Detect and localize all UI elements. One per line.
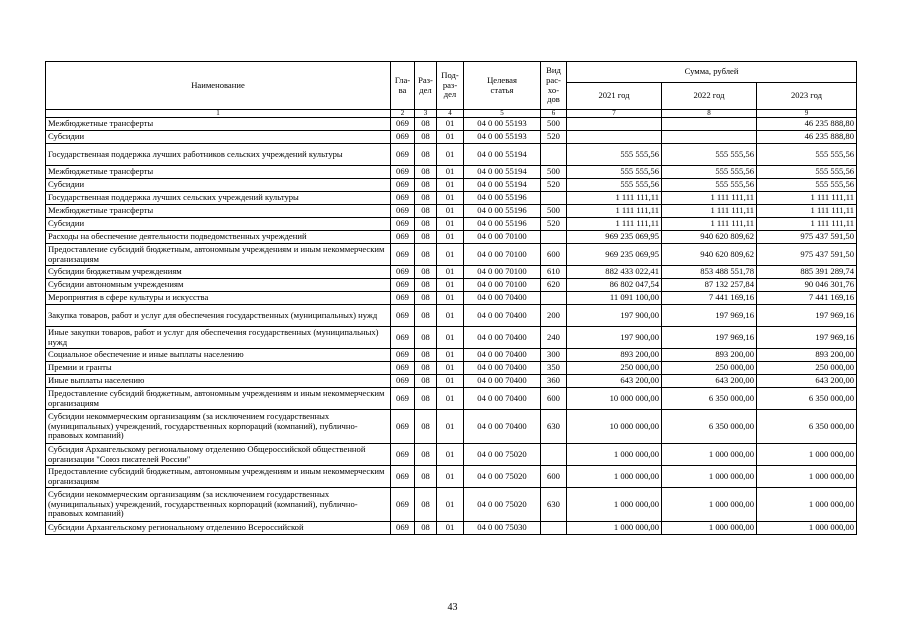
column-number: 4 <box>437 110 464 118</box>
row-razdel-cell: 08 <box>415 218 437 231</box>
row-sum-2021-cell: 969 235 069,95 <box>567 244 662 266</box>
row-expense-type-cell: 600 <box>541 466 567 488</box>
row-target-article-cell: 04 0 00 75020 <box>464 488 541 522</box>
row-podrazdel-cell: 01 <box>437 218 464 231</box>
row-sum-2022-cell <box>662 118 757 131</box>
row-sum-2022-cell: 197 969,16 <box>662 327 757 349</box>
row-sum-2022-cell: 1 111 111,11 <box>662 192 757 205</box>
table-row <box>46 244 857 266</box>
row-glava-cell: 069 <box>391 192 415 205</box>
row-sum-2023-cell: 975 437 591,50 <box>757 231 857 244</box>
row-sum-2022-cell <box>662 131 757 144</box>
row-razdel-cell: 08 <box>415 279 437 292</box>
row-target-article-cell: 04 0 00 75020 <box>464 444 541 466</box>
row-sum-2022-cell: 940 620 809,62 <box>662 244 757 266</box>
row-razdel-cell: 08 <box>415 231 437 244</box>
row-sum-2023-cell: 1 111 111,11 <box>757 218 857 231</box>
row-razdel-cell: 08 <box>415 292 437 305</box>
row-target-article-cell: 04 0 00 55194 <box>464 144 541 166</box>
column-numbers-row <box>46 110 857 118</box>
row-sum-2023-cell: 975 437 591,50 <box>757 244 857 266</box>
row-sum-2022-cell: 555 555,56 <box>662 179 757 192</box>
budget-table <box>45 61 857 535</box>
row-sum-2021-cell: 1 000 000,00 <box>567 488 662 522</box>
row-podrazdel-cell: 01 <box>437 388 464 410</box>
row-glava-cell: 069 <box>391 362 415 375</box>
row-sum-2023-cell: 6 350 000,00 <box>757 388 857 410</box>
row-sum-2023-cell: 1 111 111,11 <box>757 192 857 205</box>
header-year-2023: 2023 год <box>757 83 857 110</box>
row-glava-cell: 069 <box>391 522 415 535</box>
row-sum-2022-cell: 940 620 809,62 <box>662 231 757 244</box>
table-row <box>46 231 857 244</box>
row-target-article-cell: 04 0 00 55194 <box>464 179 541 192</box>
row-sum-2021-cell: 197 900,00 <box>567 327 662 349</box>
row-sum-2023-cell: 197 969,16 <box>757 305 857 327</box>
row-glava-cell: 069 <box>391 131 415 144</box>
row-target-article-cell: 04 0 00 55196 <box>464 218 541 231</box>
row-glava-cell: 069 <box>391 218 415 231</box>
row-name-cell: Предоставление субсидий бюджетным, автономным учреждениям и иным некоммерческим организациям <box>46 388 391 410</box>
row-sum-2022-cell: 643 200,00 <box>662 375 757 388</box>
row-name-cell: Межбюджетные трансферты <box>46 166 391 179</box>
row-expense-type-cell: 600 <box>541 388 567 410</box>
row-name-cell: Субсидии бюджетным учреждениям <box>46 266 391 279</box>
row-podrazdel-cell: 01 <box>437 444 464 466</box>
table-row <box>46 218 857 231</box>
table-row <box>46 192 857 205</box>
row-target-article-cell: 04 0 00 55194 <box>464 166 541 179</box>
row-expense-type-cell: 360 <box>541 375 567 388</box>
row-name-cell: Субсидии <box>46 218 391 231</box>
row-razdel-cell: 08 <box>415 266 437 279</box>
table-row <box>46 179 857 192</box>
row-glava-cell: 069 <box>391 388 415 410</box>
row-glava-cell: 069 <box>391 179 415 192</box>
row-razdel-cell: 08 <box>415 144 437 166</box>
column-number: 8 <box>662 110 757 118</box>
row-razdel-cell: 08 <box>415 522 437 535</box>
row-expense-type-cell: 630 <box>541 488 567 522</box>
row-glava-cell: 069 <box>391 266 415 279</box>
row-sum-2022-cell: 1 000 000,00 <box>662 522 757 535</box>
row-target-article-cell: 04 0 00 70400 <box>464 305 541 327</box>
row-expense-type-cell: 240 <box>541 327 567 349</box>
table-row <box>46 488 857 522</box>
row-name-cell: Иные закупки товаров, работ и услуг для обеспечения государственных (муниципальных) нужд <box>46 327 391 349</box>
row-target-article-cell: 04 0 00 70400 <box>464 388 541 410</box>
row-name-cell: Субсидии Архангельскому региональному отделению Всероссийской <box>46 522 391 535</box>
row-name-cell: Государственная поддержка лучших сельских учреждений культуры <box>46 192 391 205</box>
table-row <box>46 522 857 535</box>
row-sum-2023-cell: 1 000 000,00 <box>757 444 857 466</box>
row-sum-2022-cell: 7 441 169,16 <box>662 292 757 305</box>
row-sum-2021-cell: 1 111 111,11 <box>567 218 662 231</box>
row-sum-2021-cell: 11 091 100,00 <box>567 292 662 305</box>
row-name-cell: Межбюджетные трансферты <box>46 118 391 131</box>
row-sum-2023-cell: 1 000 000,00 <box>757 488 857 522</box>
row-sum-2021-cell: 10 000 000,00 <box>567 388 662 410</box>
row-name-cell: Иные выплаты населению <box>46 375 391 388</box>
table-body <box>46 118 857 535</box>
header-year-2021: 2021 год <box>567 83 662 110</box>
row-podrazdel-cell: 01 <box>437 466 464 488</box>
row-sum-2022-cell: 87 132 257,84 <box>662 279 757 292</box>
row-glava-cell: 069 <box>391 305 415 327</box>
row-razdel-cell: 08 <box>415 466 437 488</box>
row-expense-type-cell: 520 <box>541 179 567 192</box>
row-razdel-cell: 08 <box>415 166 437 179</box>
row-sum-2021-cell <box>567 118 662 131</box>
row-name-cell: Субсидии некоммерческим организациям (за исключением государственных (муниципальных) учреждений, государственных корпораций (компаний), публично-правовых компаний) <box>46 488 391 522</box>
row-target-article-cell: 04 0 00 55196 <box>464 205 541 218</box>
row-sum-2022-cell: 555 555,56 <box>662 166 757 179</box>
table-row <box>46 362 857 375</box>
row-glava-cell: 069 <box>391 144 415 166</box>
row-sum-2021-cell: 555 555,56 <box>567 179 662 192</box>
row-sum-2023-cell: 46 235 888,80 <box>757 118 857 131</box>
row-sum-2022-cell: 1 000 000,00 <box>662 488 757 522</box>
row-name-cell: Субсидии <box>46 179 391 192</box>
row-target-article-cell: 04 0 00 55196 <box>464 192 541 205</box>
row-sum-2021-cell: 1 000 000,00 <box>567 444 662 466</box>
row-target-article-cell: 04 0 00 70400 <box>464 410 541 444</box>
row-razdel-cell: 08 <box>415 349 437 362</box>
row-name-cell: Межбюджетные трансферты <box>46 205 391 218</box>
row-podrazdel-cell: 01 <box>437 118 464 131</box>
row-name-cell: Премии и гранты <box>46 362 391 375</box>
header-name: Наименование <box>46 62 391 110</box>
column-number: 7 <box>567 110 662 118</box>
row-podrazdel-cell: 01 <box>437 410 464 444</box>
row-sum-2021-cell: 10 000 000,00 <box>567 410 662 444</box>
column-number: 9 <box>757 110 857 118</box>
row-podrazdel-cell: 01 <box>437 349 464 362</box>
row-sum-2023-cell: 555 555,56 <box>757 179 857 192</box>
header-target-article: Целевая статья <box>464 62 541 110</box>
row-podrazdel-cell: 01 <box>437 205 464 218</box>
row-target-article-cell: 04 0 00 70100 <box>464 279 541 292</box>
header-year-2022: 2022 год <box>662 83 757 110</box>
row-sum-2023-cell: 6 350 000,00 <box>757 410 857 444</box>
row-glava-cell: 069 <box>391 166 415 179</box>
row-glava-cell: 069 <box>391 244 415 266</box>
row-podrazdel-cell: 01 <box>437 231 464 244</box>
row-expense-type-cell: 500 <box>541 166 567 179</box>
row-podrazdel-cell: 01 <box>437 362 464 375</box>
row-razdel-cell: 08 <box>415 375 437 388</box>
row-glava-cell: 069 <box>391 231 415 244</box>
row-target-article-cell: 04 0 00 70400 <box>464 375 541 388</box>
row-sum-2022-cell: 853 488 551,78 <box>662 266 757 279</box>
row-target-article-cell: 04 0 00 70100 <box>464 266 541 279</box>
row-sum-2021-cell: 86 802 047,54 <box>567 279 662 292</box>
page-number: 43 <box>447 602 458 613</box>
row-sum-2021-cell: 882 433 022,41 <box>567 266 662 279</box>
row-sum-2022-cell: 1 111 111,11 <box>662 218 757 231</box>
row-sum-2021-cell: 643 200,00 <box>567 375 662 388</box>
header-razdel: Раз- дел <box>415 62 437 110</box>
row-razdel-cell: 08 <box>415 388 437 410</box>
table-row <box>46 205 857 218</box>
table-row <box>46 305 857 327</box>
row-podrazdel-cell: 01 <box>437 244 464 266</box>
row-sum-2023-cell: 197 969,16 <box>757 327 857 349</box>
row-razdel-cell: 08 <box>415 192 437 205</box>
row-sum-2023-cell: 555 555,56 <box>757 144 857 166</box>
row-target-article-cell: 04 0 00 70400 <box>464 349 541 362</box>
row-name-cell: Субсидии автономным учреждениям <box>46 279 391 292</box>
row-glava-cell: 069 <box>391 292 415 305</box>
row-expense-type-cell: 200 <box>541 305 567 327</box>
row-expense-type-cell <box>541 192 567 205</box>
table-row <box>46 292 857 305</box>
row-name-cell: Мероприятия в сфере культуры и искусства <box>46 292 391 305</box>
row-razdel-cell: 08 <box>415 362 437 375</box>
row-target-article-cell: 04 0 00 55193 <box>464 131 541 144</box>
row-expense-type-cell: 300 <box>541 349 567 362</box>
header-podrazdel: Под- раз- дел <box>437 62 464 110</box>
row-glava-cell: 069 <box>391 410 415 444</box>
row-sum-2021-cell: 555 555,56 <box>567 166 662 179</box>
table-row <box>46 375 857 388</box>
row-razdel-cell: 08 <box>415 488 437 522</box>
row-expense-type-cell <box>541 522 567 535</box>
row-podrazdel-cell: 01 <box>437 292 464 305</box>
row-name-cell: Субсидии <box>46 131 391 144</box>
row-expense-type-cell: 610 <box>541 266 567 279</box>
row-target-article-cell: 04 0 00 70400 <box>464 362 541 375</box>
row-glava-cell: 069 <box>391 375 415 388</box>
row-sum-2022-cell: 6 350 000,00 <box>662 410 757 444</box>
row-razdel-cell: 08 <box>415 244 437 266</box>
row-razdel-cell: 08 <box>415 410 437 444</box>
row-sum-2023-cell: 1 000 000,00 <box>757 466 857 488</box>
row-glava-cell: 069 <box>391 279 415 292</box>
row-sum-2022-cell: 1 000 000,00 <box>662 466 757 488</box>
column-number: 6 <box>541 110 567 118</box>
table-row <box>46 266 857 279</box>
table-row <box>46 144 857 166</box>
row-name-cell: Субсидия Архангельскому региональному отделению Общероссийской общественной организации "Союз писателей России" <box>46 444 391 466</box>
row-sum-2021-cell <box>567 131 662 144</box>
row-name-cell: Предоставление субсидий бюджетным, автономным учреждениям и иным некоммерческим организациям <box>46 244 391 266</box>
row-podrazdel-cell: 01 <box>437 375 464 388</box>
row-expense-type-cell <box>541 231 567 244</box>
row-podrazdel-cell: 01 <box>437 279 464 292</box>
row-glava-cell: 069 <box>391 466 415 488</box>
table-row <box>46 444 857 466</box>
row-sum-2023-cell: 46 235 888,80 <box>757 131 857 144</box>
row-expense-type-cell: 600 <box>541 244 567 266</box>
row-expense-type-cell <box>541 292 567 305</box>
row-name-cell: Закупка товаров, работ и услуг для обеспечения государственных (муниципальных) нужд <box>46 305 391 327</box>
row-expense-type-cell <box>541 144 567 166</box>
row-razdel-cell: 08 <box>415 131 437 144</box>
row-sum-2021-cell: 1 111 111,11 <box>567 192 662 205</box>
table-row <box>46 410 857 444</box>
row-podrazdel-cell: 01 <box>437 327 464 349</box>
row-sum-2023-cell: 7 441 169,16 <box>757 292 857 305</box>
row-podrazdel-cell: 01 <box>437 488 464 522</box>
table-row <box>46 388 857 410</box>
row-sum-2023-cell: 893 200,00 <box>757 349 857 362</box>
row-sum-2022-cell: 1 000 000,00 <box>662 444 757 466</box>
row-sum-2021-cell: 197 900,00 <box>567 305 662 327</box>
row-sum-2021-cell: 1 000 000,00 <box>567 466 662 488</box>
row-expense-type-cell: 520 <box>541 218 567 231</box>
row-target-article-cell: 04 0 00 70400 <box>464 292 541 305</box>
table-row <box>46 327 857 349</box>
table-row <box>46 349 857 362</box>
row-podrazdel-cell: 01 <box>437 305 464 327</box>
header-expense-type: Вид рас- хо- дов <box>541 62 567 110</box>
row-expense-type-cell: 620 <box>541 279 567 292</box>
row-podrazdel-cell: 01 <box>437 179 464 192</box>
row-podrazdel-cell: 01 <box>437 144 464 166</box>
row-podrazdel-cell: 01 <box>437 131 464 144</box>
row-sum-2021-cell: 1 111 111,11 <box>567 205 662 218</box>
row-sum-2021-cell: 555 555,56 <box>567 144 662 166</box>
row-sum-2022-cell: 555 555,56 <box>662 144 757 166</box>
table-row <box>46 466 857 488</box>
row-sum-2023-cell: 1 000 000,00 <box>757 522 857 535</box>
row-name-cell: Расходы на обеспечение деятельности подведомственных учреждений <box>46 231 391 244</box>
row-target-article-cell: 04 0 00 70400 <box>464 327 541 349</box>
header-glava: Гла- ва <box>391 62 415 110</box>
row-name-cell: Субсидии некоммерческим организациям (за исключением государственных (муниципальных) учреждений, государственных корпораций (компаний), публично-правовых компаний) <box>46 410 391 444</box>
row-glava-cell: 069 <box>391 349 415 362</box>
row-expense-type-cell: 630 <box>541 410 567 444</box>
row-podrazdel-cell: 01 <box>437 192 464 205</box>
row-name-cell: Государственная поддержка лучших работников сельских учреждений культуры <box>46 144 391 166</box>
row-sum-2022-cell: 6 350 000,00 <box>662 388 757 410</box>
row-sum-2021-cell: 250 000,00 <box>567 362 662 375</box>
row-razdel-cell: 08 <box>415 179 437 192</box>
row-target-article-cell: 04 0 00 75020 <box>464 466 541 488</box>
row-target-article-cell: 04 0 00 75030 <box>464 522 541 535</box>
table-row <box>46 166 857 179</box>
row-sum-2023-cell: 1 111 111,11 <box>757 205 857 218</box>
row-sum-2023-cell: 90 046 301,76 <box>757 279 857 292</box>
table-row <box>46 279 857 292</box>
row-name-cell: Социальное обеспечение и иные выплаты населению <box>46 349 391 362</box>
row-glava-cell: 069 <box>391 205 415 218</box>
row-glava-cell: 069 <box>391 488 415 522</box>
column-number: 3 <box>415 110 437 118</box>
row-podrazdel-cell: 01 <box>437 266 464 279</box>
row-razdel-cell: 08 <box>415 305 437 327</box>
row-sum-2023-cell: 250 000,00 <box>757 362 857 375</box>
row-sum-2023-cell: 885 391 289,74 <box>757 266 857 279</box>
row-target-article-cell: 04 0 00 70100 <box>464 231 541 244</box>
row-expense-type-cell <box>541 444 567 466</box>
row-sum-2022-cell: 250 000,00 <box>662 362 757 375</box>
header-sum: Сумма, рублей <box>567 62 857 83</box>
row-glava-cell: 069 <box>391 118 415 131</box>
row-expense-type-cell: 500 <box>541 118 567 131</box>
row-target-article-cell: 04 0 00 55193 <box>464 118 541 131</box>
table-row <box>46 131 857 144</box>
row-razdel-cell: 08 <box>415 118 437 131</box>
table-row <box>46 118 857 131</box>
row-glava-cell: 069 <box>391 444 415 466</box>
column-number: 2 <box>391 110 415 118</box>
row-sum-2023-cell: 555 555,56 <box>757 166 857 179</box>
row-sum-2022-cell: 197 969,16 <box>662 305 757 327</box>
row-razdel-cell: 08 <box>415 205 437 218</box>
column-number: 1 <box>46 110 391 118</box>
row-sum-2023-cell: 643 200,00 <box>757 375 857 388</box>
row-expense-type-cell: 500 <box>541 205 567 218</box>
row-razdel-cell: 08 <box>415 327 437 349</box>
row-expense-type-cell: 350 <box>541 362 567 375</box>
row-podrazdel-cell: 01 <box>437 166 464 179</box>
row-sum-2022-cell: 893 200,00 <box>662 349 757 362</box>
row-glava-cell: 069 <box>391 327 415 349</box>
row-expense-type-cell: 520 <box>541 131 567 144</box>
row-target-article-cell: 04 0 00 70100 <box>464 244 541 266</box>
row-razdel-cell: 08 <box>415 444 437 466</box>
row-sum-2021-cell: 969 235 069,95 <box>567 231 662 244</box>
column-number: 5 <box>464 110 541 118</box>
row-name-cell: Предоставление субсидий бюджетным, автономным учреждениям и иным некоммерческим организациям <box>46 466 391 488</box>
row-podrazdel-cell: 01 <box>437 522 464 535</box>
row-sum-2021-cell: 893 200,00 <box>567 349 662 362</box>
row-sum-2021-cell: 1 000 000,00 <box>567 522 662 535</box>
row-sum-2022-cell: 1 111 111,11 <box>662 205 757 218</box>
